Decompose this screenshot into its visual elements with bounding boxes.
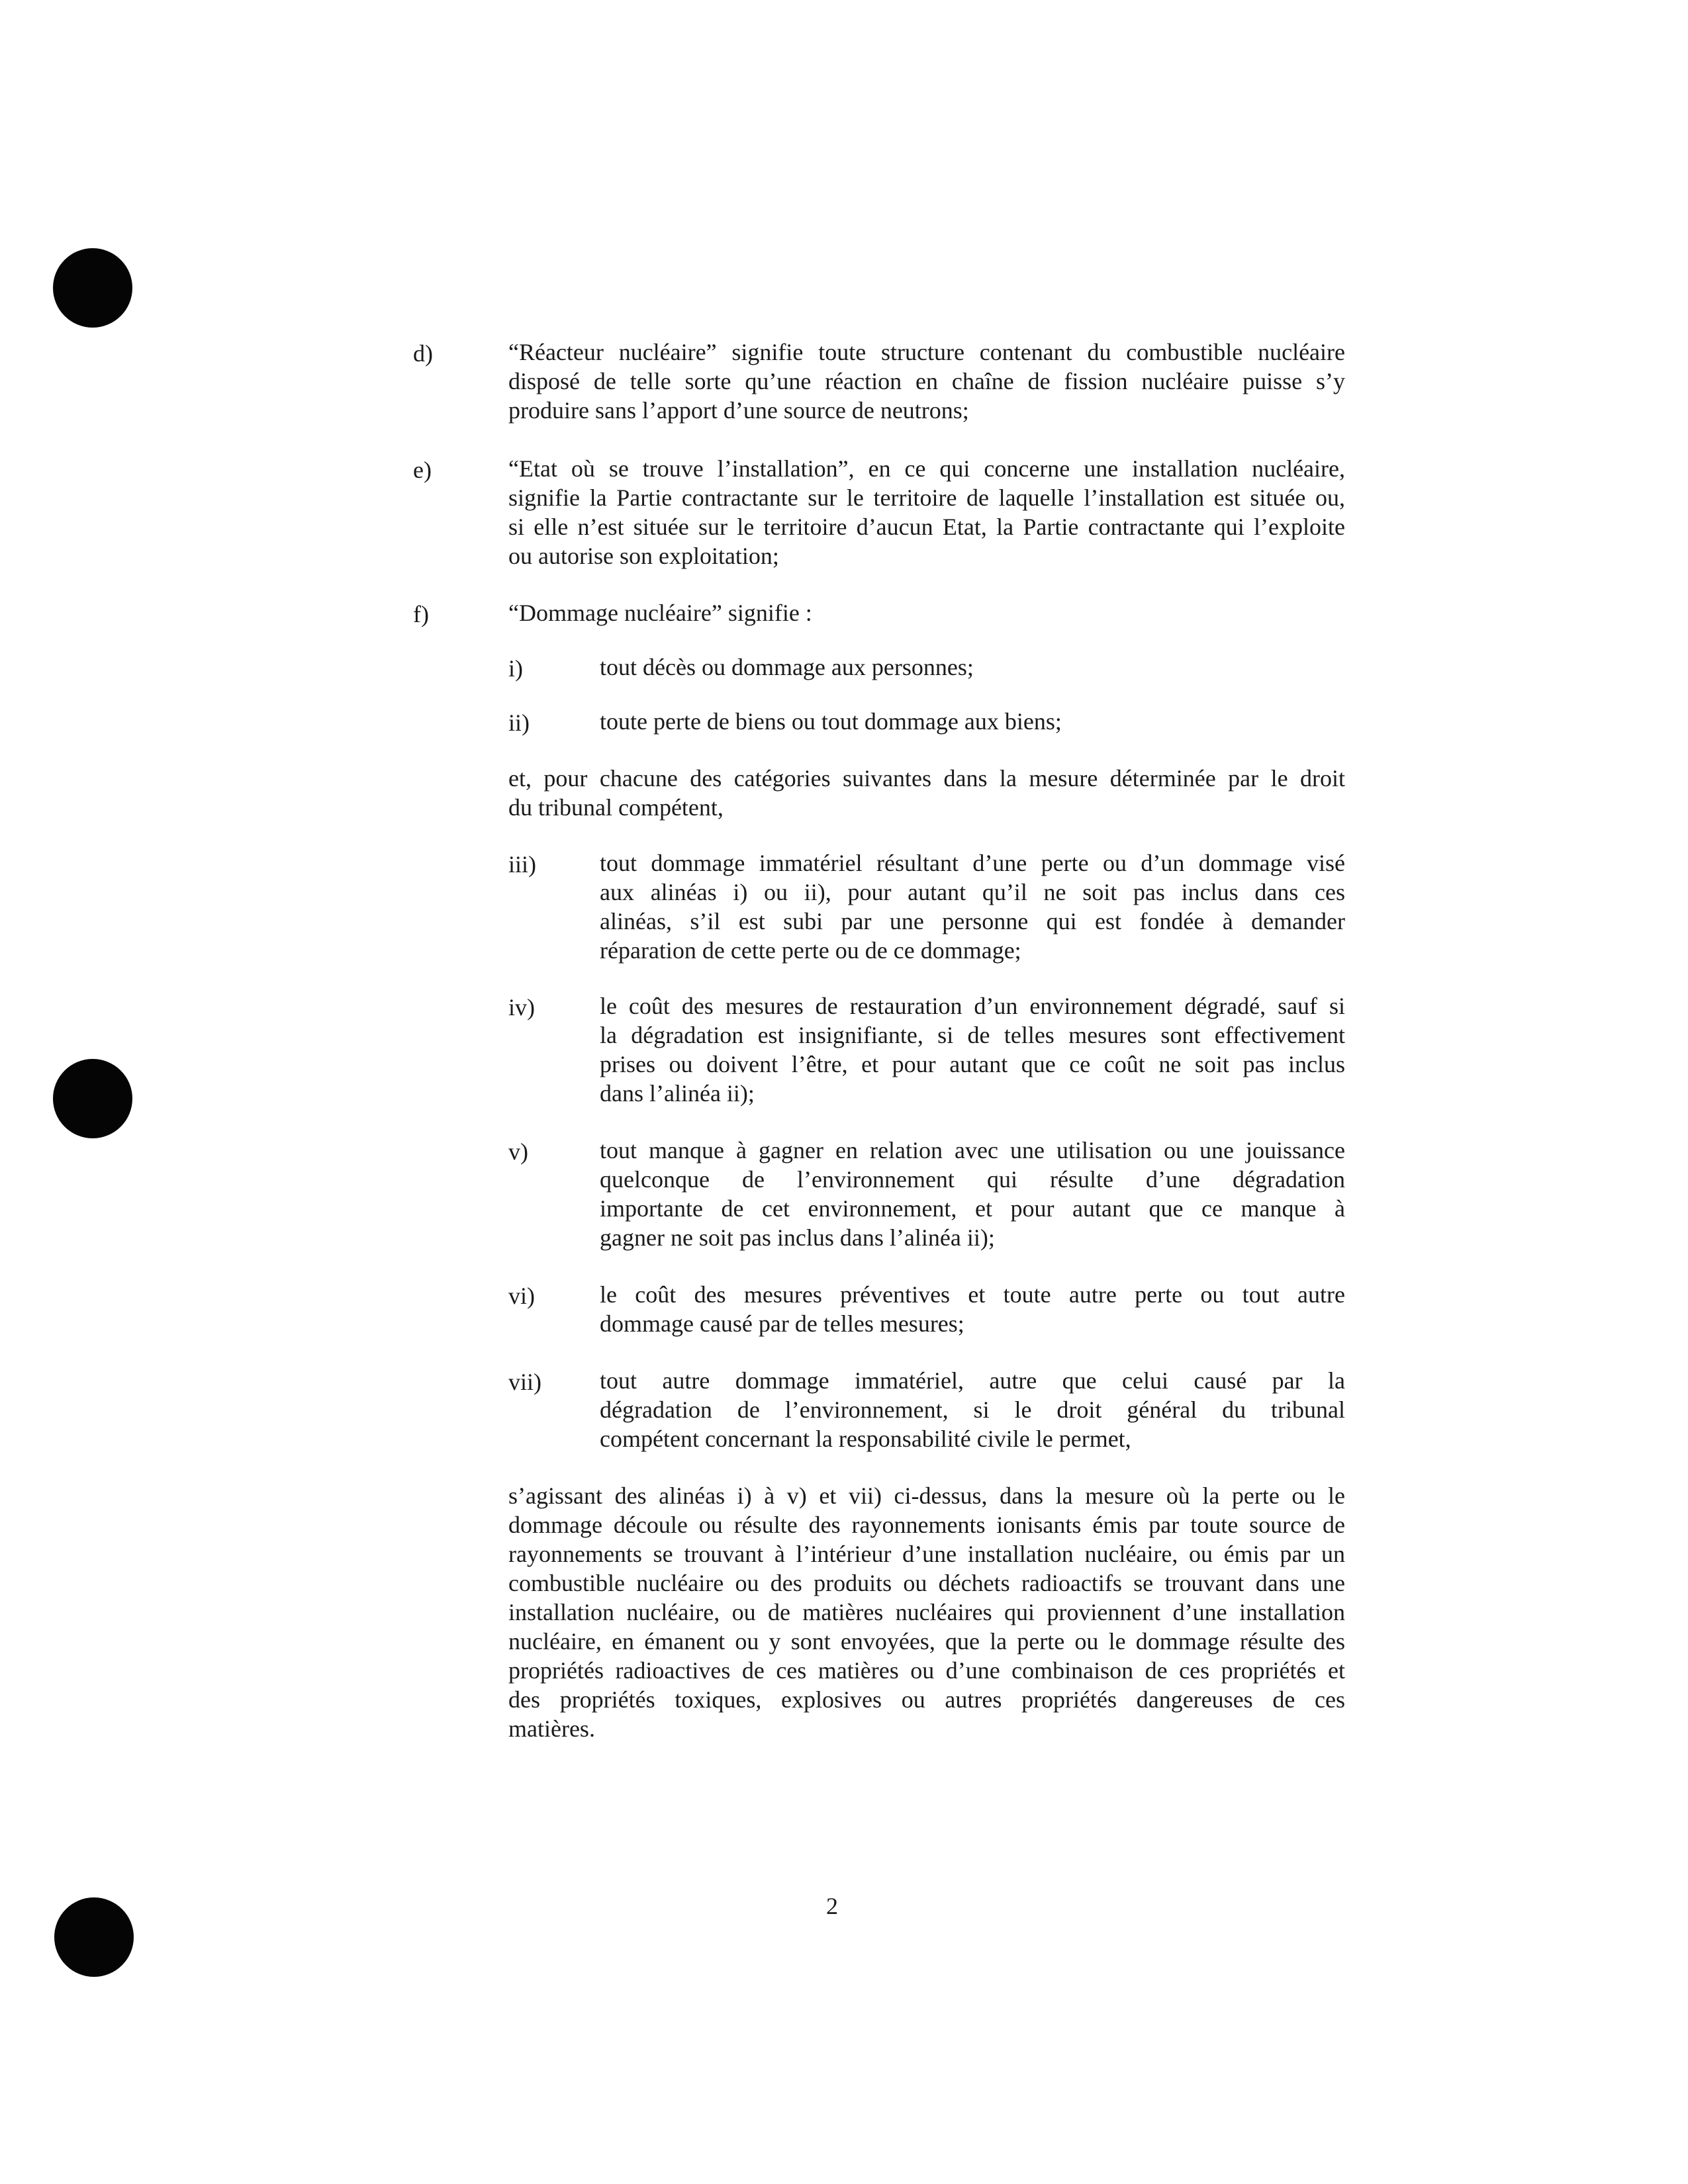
subitem-i-line-1: tout décès ou dommage aux personnes;	[600, 654, 974, 680]
subitem-iii-line-2: aux alinéas i) ou ii), pour autant qu’il ne soit pas inclus dans ces	[600, 879, 1345, 905]
subitem-marker-iv: iv)	[508, 994, 535, 1021]
subitem-iii-line-4: réparation de cette perte ou de ce dommage;	[600, 937, 1021, 964]
closing-paragraph-line-9: matières.	[508, 1715, 595, 1742]
subitem-marker-vii: vii)	[508, 1369, 541, 1395]
item-d-line-3: produire sans l’apport d’une source de neutrons;	[508, 397, 969, 424]
intro-paragraph-line-2: du tribunal compétent,	[508, 794, 724, 821]
subitem-v-line-2: quelconque de l’environnement qui résulte d’une dégradation	[600, 1166, 1345, 1193]
subitem-vi-line-1: le coût des mesures préventives et toute autre perte ou tout autre	[600, 1281, 1345, 1308]
subitem-iii-line-1: tout dommage immatériel résultant d’une perte ou d’un dommage visé	[600, 850, 1345, 876]
subitem-marker-iii: iii)	[508, 851, 536, 878]
subitem-iii-line-3: alinéas, s’il est subi par une personne qui est fondée à demander	[600, 908, 1345, 934]
subitem-v-line-3: importante de cet environnement, et pour autant que ce manque à	[600, 1195, 1345, 1222]
intro-paragraph-line-1: et, pour chacune des catégories suivantes dans la mesure déterminée par le droit	[508, 765, 1345, 792]
item-marker-d: d)	[413, 340, 433, 367]
item-d-line-1: “Réacteur nucléaire” signifie toute structure contenant du combustible nucléaire	[508, 339, 1345, 365]
closing-paragraph-line-5: installation nucléaire, ou de matières nucléaires qui proviennent d’une installation	[508, 1599, 1345, 1625]
closing-paragraph-line-1: s’agissant des alinéas i) à v) et vii) ci-dessus, dans la mesure où la perte ou le	[508, 1482, 1345, 1509]
closing-paragraph-line-4: combustible nucléaire ou des produits ou déchets radioactifs se trouvant dans une	[508, 1570, 1345, 1596]
subitem-v-line-1: tout manque à gagner en relation avec une utilisation ou une jouissance	[600, 1137, 1345, 1163]
item-f-line-1: “Dommage nucléaire” signifie :	[508, 600, 812, 626]
item-e-line-3: si elle n’est située sur le territoire d’aucun Etat, la Partie contractante qui l’exploite	[508, 514, 1345, 540]
closing-paragraph-line-2: dommage découle ou résulte des rayonnements ionisants émis par toute source de	[508, 1512, 1345, 1538]
closing-paragraph-line-7: propriétés radioactives de ces matières ou d’une combinaison de ces propriétés et	[508, 1657, 1345, 1684]
closing-paragraph-line-6: nucléaire, en émanent ou y sont envoyées, que la perte ou le dommage résulte des	[508, 1628, 1345, 1655]
item-e-line-2: signifie la Partie contractante sur le territoire de laquelle l’installation est située ou,	[508, 484, 1345, 511]
item-marker-f: f)	[413, 601, 429, 627]
subitem-marker-vi: vi)	[508, 1283, 535, 1309]
item-marker-e: e)	[413, 457, 432, 483]
subitem-vii-line-2: dégradation de l’environnement, si le droit général du tribunal	[600, 1396, 1345, 1423]
closing-paragraph-line-3: rayonnements se trouvant à l’intérieur d’une installation nucléaire, ou émis par un	[508, 1541, 1345, 1567]
subitem-vii-line-1: tout autre dommage immatériel, autre que celui causé par la	[600, 1367, 1345, 1394]
closing-paragraph-line-8: des propriétés toxiques, explosives ou autres propriétés dangereuses de ces	[508, 1686, 1345, 1713]
subitem-vi-line-2: dommage causé par de telles mesures;	[600, 1310, 964, 1337]
subitem-ii-line-1: toute perte de biens ou tout dommage aux biens;	[600, 708, 1062, 735]
item-e-line-1: “Etat où se trouve l’installation”, en ce qui concerne une installation nucléaire,	[508, 455, 1345, 482]
subitem-vii-line-3: compétent concernant la responsabilité civile le permet,	[600, 1426, 1131, 1452]
subitem-iv-line-3: prises ou doivent l’être, et pour autant que ce coût ne soit pas inclus	[600, 1051, 1345, 1077]
page-number: 2	[826, 1893, 838, 1919]
subitem-v-line-4: gagner ne soit pas inclus dans l’alinéa ii);	[600, 1224, 995, 1251]
subitem-iv-line-1: le coût des mesures de restauration d’un environnement dégradé, sauf si	[600, 993, 1345, 1019]
subitem-marker-i: i)	[508, 655, 523, 682]
subitem-marker-v: v)	[508, 1138, 528, 1165]
subitem-iv-line-2: la dégradation est insignifiante, si de telles mesures sont effectivement	[600, 1022, 1345, 1048]
item-e-line-4: ou autorise son exploitation;	[508, 543, 779, 569]
item-d-line-2: disposé de telle sorte qu’une réaction en chaîne de fission nucléaire puisse s’y	[508, 368, 1345, 394]
subitem-marker-ii: ii)	[508, 709, 530, 736]
subitem-iv-line-4: dans l’alinéa ii);	[600, 1080, 755, 1107]
